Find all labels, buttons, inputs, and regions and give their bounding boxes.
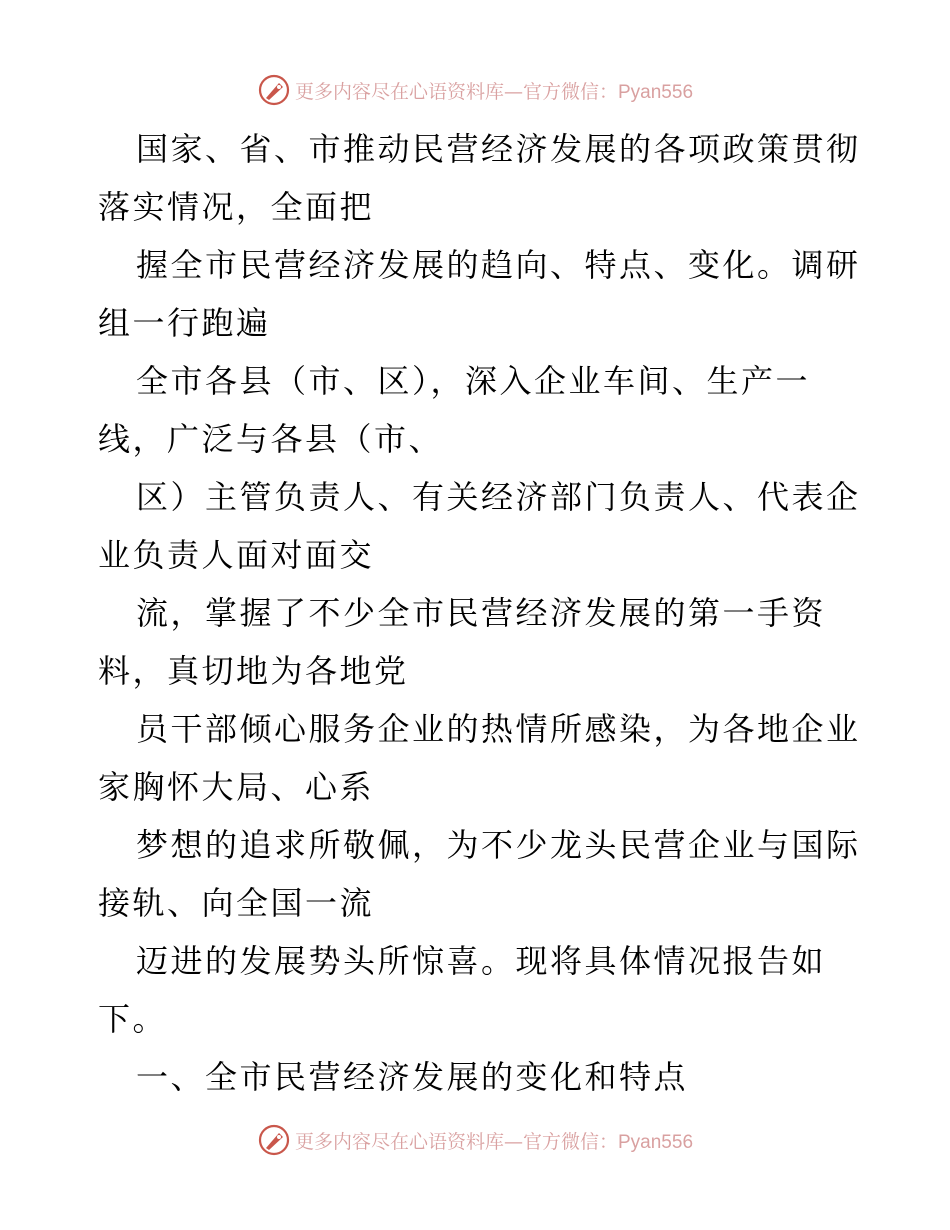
body-line: 区）主管负责人、有关经济部门负责人、代表企 bbox=[136, 478, 861, 516]
pen-nib-circle-icon bbox=[257, 1123, 291, 1157]
body-line: 全市各县（市、区），深入企业车间、生产一 bbox=[136, 362, 811, 400]
body-line: 流，掌握了不少全市民营经济发展的第一手资 bbox=[136, 594, 827, 632]
body-line: 握全市民营经济发展的趋向、特点、变化。调研 bbox=[136, 246, 861, 284]
watermark-text: 更多内容尽在心语资料库—官方微信：Pyan556 bbox=[294, 80, 694, 103]
body-line: 料，真切地为各地党 bbox=[98, 652, 409, 690]
watermark-text: 更多内容尽在心语资料库—官方微信：Pyan556 bbox=[294, 1130, 694, 1153]
body-line: 迈进的发展势头所惊喜。现将具体情况报告如 bbox=[136, 942, 827, 980]
body-line: 梦想的追求所敬佩，为不少龙头民营企业与国际 bbox=[136, 826, 861, 864]
watermark-account: Pyan556 bbox=[618, 1131, 694, 1153]
pen-nib-circle-icon bbox=[257, 73, 291, 107]
watermark-account: Pyan556 bbox=[618, 81, 694, 103]
body-line: 员干部倾心服务企业的热情所感染，为各地企业 bbox=[136, 710, 861, 748]
body-line: 落实情况，全面把 bbox=[98, 188, 375, 226]
body-line: 线，广泛与各县（市、 bbox=[98, 420, 444, 458]
section-heading: 一、全市民营经济发展的变化和特点 bbox=[136, 1058, 689, 1096]
body-line: 下。 bbox=[98, 1000, 168, 1038]
body-line: 国家、省、市推动民营经济发展的各项政策贯彻 bbox=[136, 130, 861, 168]
footer-watermark bbox=[0, 1120, 950, 1160]
body-line: 接轨、向全国一流 bbox=[98, 884, 375, 922]
document-body bbox=[98, 120, 861, 1106]
body-line: 组一行跑遍 bbox=[98, 304, 271, 342]
header-watermark bbox=[0, 70, 950, 110]
body-line: 家胸怀大局、心系 bbox=[98, 768, 375, 806]
body-line: 业负责人面对面交 bbox=[98, 536, 375, 574]
